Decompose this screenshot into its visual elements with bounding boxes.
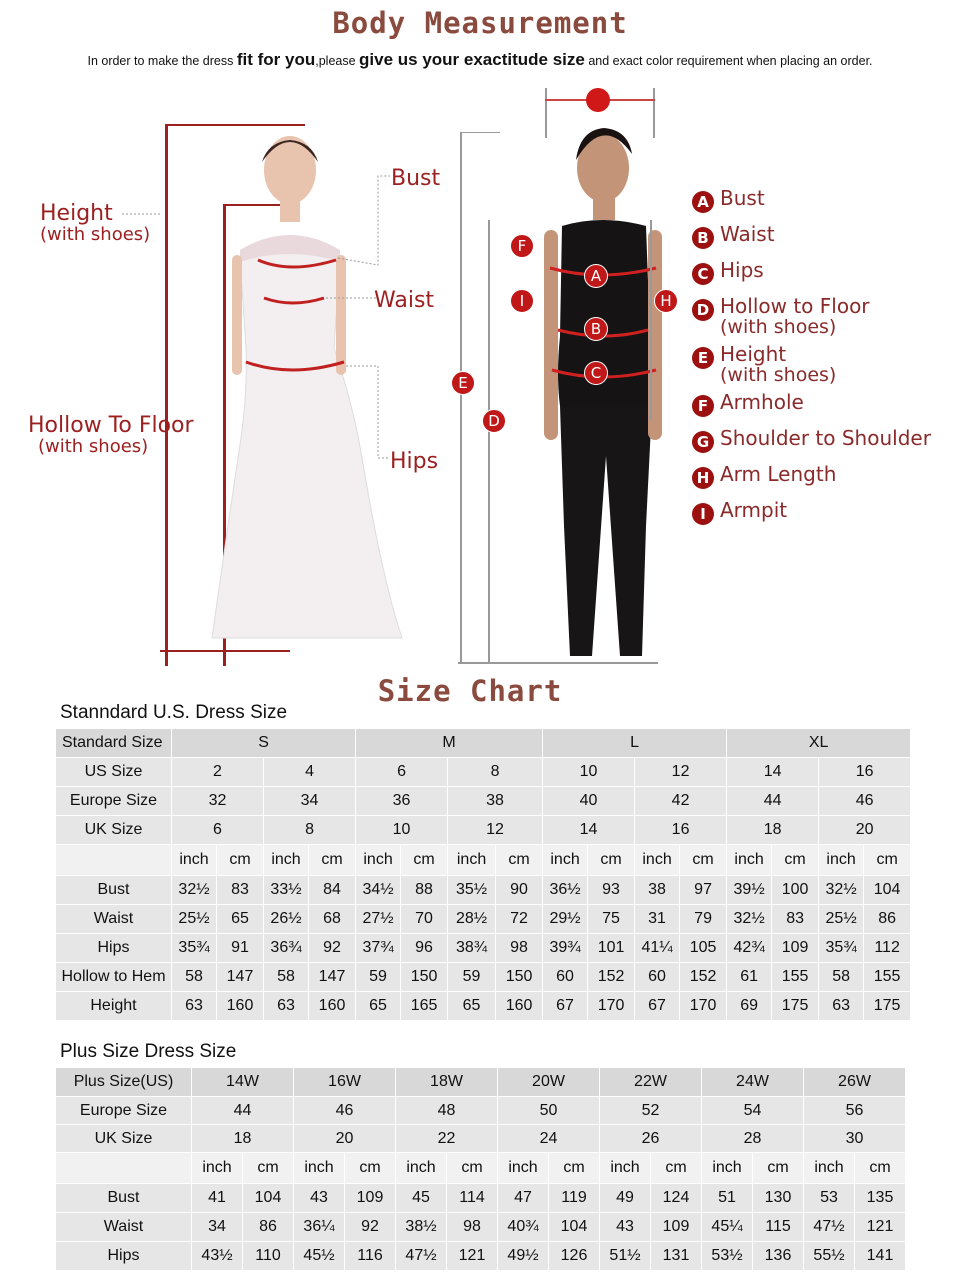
table-cell: 36 (356, 787, 448, 816)
table-cell: 91 (217, 934, 264, 963)
table-cell: 32½ (727, 905, 772, 934)
table-cell: 124 (651, 1184, 702, 1213)
table-cell: 67 (635, 992, 680, 1021)
table-cell: 12 (448, 816, 543, 845)
table-cell: 20 (294, 1125, 396, 1153)
unit-label: cm (401, 845, 448, 876)
legend-item: I Armpit (692, 500, 931, 536)
row-label: Bust (56, 876, 172, 905)
table-cell: 98 (447, 1213, 498, 1242)
table-cell: 10 (356, 816, 448, 845)
table-cell: 50 (498, 1097, 600, 1125)
table-cell: 49 (600, 1184, 651, 1213)
table-cell: 90 (496, 876, 543, 905)
table-cell: 83 (772, 905, 819, 934)
marker-b: B (584, 317, 608, 341)
table-cell: 60 (543, 963, 588, 992)
table-cell: 112 (864, 934, 911, 963)
table-cell: 86 (864, 905, 911, 934)
table-cell: 16 (635, 816, 727, 845)
legend-letter-icon: H (692, 467, 714, 489)
table-cell: 47½ (804, 1213, 855, 1242)
legend-item: E Height (with shoes) (692, 344, 931, 392)
table-cell: 49½ (498, 1242, 549, 1271)
row-label: Waist (56, 1213, 192, 1242)
table-cell: 31 (635, 905, 680, 934)
marker-d: D (482, 409, 506, 433)
table-cell: 36½ (543, 876, 588, 905)
table-cell: 165 (401, 992, 448, 1021)
table-cell: 175 (772, 992, 819, 1021)
table-cell: 101 (588, 934, 635, 963)
table-cell: 39¾ (543, 934, 588, 963)
table-row (56, 905, 911, 934)
unit-label: cm (753, 1153, 804, 1184)
table-cell: 83 (217, 876, 264, 905)
unit-label: inch (702, 1153, 753, 1184)
table-cell: 126 (549, 1242, 600, 1271)
legend-letter-icon: C (692, 263, 714, 285)
table-cell: 53 (804, 1184, 855, 1213)
size-group-header: 22W (600, 1068, 702, 1097)
table-cell: 30 (804, 1125, 906, 1153)
table-cell: 65 (356, 992, 401, 1021)
marker-a: A (584, 264, 608, 288)
size-group-header: 16W (294, 1068, 396, 1097)
legend-item: H Arm Length (692, 464, 931, 500)
legend-item: G Shoulder to Shoulder (692, 428, 931, 464)
table-cell: 96 (401, 934, 448, 963)
unit-label: inch (264, 845, 309, 876)
table-cell: 72 (496, 905, 543, 934)
table-cell: 160 (496, 992, 543, 1021)
table-cell: 36¼ (294, 1213, 345, 1242)
table-cell: 155 (864, 963, 911, 992)
table-cell: 29½ (543, 905, 588, 934)
table-cell: 63 (264, 992, 309, 1021)
table-cell: 42¾ (727, 934, 772, 963)
plus-size-table (55, 1067, 906, 1271)
row-label: Europe Size (56, 787, 172, 816)
unit-label: cm (447, 1153, 498, 1184)
table-cell: 121 (447, 1242, 498, 1271)
table-cell: 84 (309, 876, 356, 905)
table-cell: 75 (588, 905, 635, 934)
size-group-header: 18W (396, 1068, 498, 1097)
table-cell: 160 (309, 992, 356, 1021)
table-cell: 130 (753, 1184, 804, 1213)
table-cell: 105 (680, 934, 727, 963)
table-row (56, 729, 911, 758)
table-cell: 34 (192, 1213, 243, 1242)
hollow-to-floor-label: Hollow To Floor (with shoes) (28, 413, 194, 457)
table-cell: 27½ (356, 905, 401, 934)
legend-item: F Armhole (692, 392, 931, 428)
table-cell: 59 (448, 963, 496, 992)
page-title: Body Measurement (332, 6, 628, 40)
legend-letter-icon: G (692, 431, 714, 453)
table-row (56, 816, 911, 845)
table-cell: 32½ (172, 876, 217, 905)
table-row (56, 845, 911, 876)
table-cell: 26 (600, 1125, 702, 1153)
table-cell: 88 (401, 876, 448, 905)
table-cell: 43½ (192, 1242, 243, 1271)
table-cell: 93 (588, 876, 635, 905)
table-cell: 104 (243, 1184, 294, 1213)
table-cell: 70 (401, 905, 448, 934)
table-cell: 53½ (702, 1242, 753, 1271)
table-row (56, 1184, 906, 1213)
height-label: Height (with shoes) (40, 201, 151, 245)
table-cell: 18 (727, 816, 819, 845)
table-cell: 104 (549, 1213, 600, 1242)
table-row (56, 1125, 906, 1153)
table-cell: 10 (543, 758, 635, 787)
table-cell: 160 (217, 992, 264, 1021)
unit-label: inch (727, 845, 772, 876)
unit-label: cm (680, 845, 727, 876)
unit-label: cm (855, 1153, 906, 1184)
table-cell: 61 (727, 963, 772, 992)
size-group-header: 24W (702, 1068, 804, 1097)
unit-label: inch (448, 845, 496, 876)
table-cell: 26½ (264, 905, 309, 934)
row-label: Europe Size (56, 1097, 192, 1125)
legend-item: D Hollow to Floor (with shoes) (692, 296, 931, 344)
table-cell: 38½ (396, 1213, 447, 1242)
size-group-header: 20W (498, 1068, 600, 1097)
waist-label: Waist (374, 288, 435, 313)
table-cell: 58 (172, 963, 217, 992)
table-cell: 68 (309, 905, 356, 934)
table-cell: 136 (753, 1242, 804, 1271)
table-cell: 51½ (600, 1242, 651, 1271)
table-cell: 69 (727, 992, 772, 1021)
table-cell: 119 (549, 1184, 600, 1213)
unit-label: cm (588, 845, 635, 876)
table-cell: 35½ (448, 876, 496, 905)
plus-table-caption: Plus Size Dress Size (60, 1041, 237, 1062)
table-cell: 8 (448, 758, 543, 787)
table-row (56, 1153, 906, 1184)
table-cell: 35¾ (172, 934, 217, 963)
table-cell: 51 (702, 1184, 753, 1213)
unit-label: inch (635, 845, 680, 876)
size-group-header: XL (727, 729, 911, 758)
instruction-text: In order to make the dress fit for you,please give us your exactitude size and exact color requirement when placing an order. (87, 50, 873, 69)
table-cell: 18 (192, 1125, 294, 1153)
table-cell: 37¾ (356, 934, 401, 963)
unit-label: inch (356, 845, 401, 876)
table-cell: 109 (651, 1213, 702, 1242)
table-cell: 109 (772, 934, 819, 963)
legend-letter-icon: I (692, 503, 714, 525)
table-cell: 58 (819, 963, 864, 992)
table-cell: 39½ (727, 876, 772, 905)
unit-label: inch (172, 845, 217, 876)
table-cell: 98 (496, 934, 543, 963)
standard-size-table (55, 728, 911, 1021)
table-cell: 141 (855, 1242, 906, 1271)
table-row (56, 787, 911, 816)
table-cell: 41¼ (635, 934, 680, 963)
header-cell: Plus Size(US) (56, 1068, 192, 1097)
legend-letter-icon: A (692, 191, 714, 213)
marker-f: F (510, 234, 534, 258)
table-cell: 147 (309, 963, 356, 992)
table-cell: 25½ (819, 905, 864, 934)
table-cell: 33½ (264, 876, 309, 905)
table-cell: 60 (635, 963, 680, 992)
table-cell: 150 (401, 963, 448, 992)
size-group-header: M (356, 729, 543, 758)
gown-model-illustration (0, 110, 460, 670)
table-cell: 41 (192, 1184, 243, 1213)
table-cell: 52 (600, 1097, 702, 1125)
table-cell: 24 (498, 1125, 600, 1153)
size-chart-title: Size Chart (377, 674, 563, 708)
table-row (56, 758, 911, 787)
table-cell: 55½ (804, 1242, 855, 1271)
unit-label: inch (819, 845, 864, 876)
bust-label: Bust (391, 166, 441, 191)
table-cell: 63 (172, 992, 217, 1021)
table-cell: 22 (396, 1125, 498, 1153)
table-cell: 6 (356, 758, 448, 787)
table-cell: 152 (680, 963, 727, 992)
unit-label: cm (549, 1153, 600, 1184)
table-row (56, 992, 911, 1021)
unit-label: cm (496, 845, 543, 876)
row-label: Bust (56, 1184, 192, 1213)
table-cell: 35¾ (819, 934, 864, 963)
legend-item: C Hips (692, 260, 931, 296)
table-cell: 44 (727, 787, 819, 816)
table-cell: 63 (819, 992, 864, 1021)
table-cell: 42 (635, 787, 727, 816)
table-cell: 6 (172, 816, 264, 845)
unit-label: cm (345, 1153, 396, 1184)
table-cell: 34½ (356, 876, 401, 905)
table-cell: 38 (448, 787, 543, 816)
row-label (56, 845, 172, 876)
table-cell: 32 (172, 787, 264, 816)
legend-letter-icon: E (692, 347, 714, 369)
legend-letter-icon: F (692, 395, 714, 417)
marker-i: I (510, 289, 534, 313)
marker-e: E (451, 371, 475, 395)
table-cell: 67 (543, 992, 588, 1021)
table-row (56, 934, 911, 963)
size-group-header: S (172, 729, 356, 758)
hips-label: Hips (390, 449, 439, 474)
table-cell: 65 (217, 905, 264, 934)
table-cell: 131 (651, 1242, 702, 1271)
standard-table-caption: Stanndard U.S. Dress Size (60, 702, 288, 723)
row-label: UK Size (56, 1125, 192, 1153)
table-cell: 152 (588, 963, 635, 992)
table-cell: 86 (243, 1213, 294, 1242)
table-cell: 12 (635, 758, 727, 787)
table-cell: 116 (345, 1242, 396, 1271)
legend-letter-icon: B (692, 227, 714, 249)
size-group-header: L (543, 729, 727, 758)
table-cell: 45¼ (702, 1213, 753, 1242)
table-cell: 92 (345, 1213, 396, 1242)
row-label (56, 1153, 192, 1184)
row-label: US Size (56, 758, 172, 787)
table-cell: 47½ (396, 1242, 447, 1271)
marker-h: H (654, 289, 678, 313)
table-row (56, 1242, 906, 1271)
table-cell: 2 (172, 758, 264, 787)
table-cell: 110 (243, 1242, 294, 1271)
table-cell: 121 (855, 1213, 906, 1242)
row-label: UK Size (56, 816, 172, 845)
table-cell: 28½ (448, 905, 496, 934)
size-group-header: 26W (804, 1068, 906, 1097)
unit-label: cm (243, 1153, 294, 1184)
unit-label: cm (864, 845, 911, 876)
table-cell: 54 (702, 1097, 804, 1125)
table-cell: 104 (864, 876, 911, 905)
table-cell: 135 (855, 1184, 906, 1213)
row-label: Waist (56, 905, 172, 934)
table-cell: 65 (448, 992, 496, 1021)
legend-item: B Waist (692, 224, 931, 260)
table-cell: 59 (356, 963, 401, 992)
unit-label: inch (543, 845, 588, 876)
table-cell: 14 (727, 758, 819, 787)
table-cell: 170 (588, 992, 635, 1021)
unit-label: cm (651, 1153, 702, 1184)
table-cell: 155 (772, 963, 819, 992)
table-cell: 46 (294, 1097, 396, 1125)
table-cell: 8 (264, 816, 356, 845)
table-cell: 40¾ (498, 1213, 549, 1242)
row-label: Hips (56, 1242, 192, 1271)
unit-label: cm (217, 845, 264, 876)
table-cell: 14 (543, 816, 635, 845)
table-cell: 170 (680, 992, 727, 1021)
measurement-legend (692, 188, 931, 536)
unit-label: inch (294, 1153, 345, 1184)
table-cell: 43 (600, 1213, 651, 1242)
table-cell: 16 (819, 758, 911, 787)
table-row (56, 1213, 906, 1242)
table-cell: 48 (396, 1097, 498, 1125)
row-label: Hips (56, 934, 172, 963)
table-cell: 46 (819, 787, 911, 816)
table-cell: 20 (819, 816, 911, 845)
table-cell: 4 (264, 758, 356, 787)
unit-label: cm (772, 845, 819, 876)
body-model-illustration (440, 80, 690, 670)
table-cell: 100 (772, 876, 819, 905)
table-cell: 38 (635, 876, 680, 905)
table-cell: 147 (217, 963, 264, 992)
table-cell: 150 (496, 963, 543, 992)
marker-c: C (584, 361, 608, 385)
table-cell: 25½ (172, 905, 217, 934)
table-cell: 58 (264, 963, 309, 992)
unit-label: inch (804, 1153, 855, 1184)
row-label: Height (56, 992, 172, 1021)
row-label: Hollow to Hem (56, 963, 172, 992)
table-row (56, 1097, 906, 1125)
unit-label: inch (192, 1153, 243, 1184)
table-row (56, 1068, 906, 1097)
table-cell: 40 (543, 787, 635, 816)
legend-letter-icon: D (692, 299, 714, 321)
table-cell: 45½ (294, 1242, 345, 1271)
table-cell: 115 (753, 1213, 804, 1242)
legend-item: A Bust (692, 188, 931, 224)
unit-label: inch (396, 1153, 447, 1184)
table-cell: 79 (680, 905, 727, 934)
unit-label: inch (600, 1153, 651, 1184)
table-cell: 43 (294, 1184, 345, 1213)
size-group-header: 14W (192, 1068, 294, 1097)
table-cell: 97 (680, 876, 727, 905)
table-cell: 32½ (819, 876, 864, 905)
table-cell: 109 (345, 1184, 396, 1213)
unit-label: cm (309, 845, 356, 876)
unit-label: inch (498, 1153, 549, 1184)
table-cell: 44 (192, 1097, 294, 1125)
table-cell: 38¾ (448, 934, 496, 963)
table-cell: 34 (264, 787, 356, 816)
table-cell: 92 (309, 934, 356, 963)
table-cell: 36¾ (264, 934, 309, 963)
table-cell: 45 (396, 1184, 447, 1213)
table-cell: 28 (702, 1125, 804, 1153)
table-cell: 56 (804, 1097, 906, 1125)
table-cell: 175 (864, 992, 911, 1021)
table-cell: 47 (498, 1184, 549, 1213)
table-cell: 114 (447, 1184, 498, 1213)
table-row (56, 876, 911, 905)
table-row (56, 963, 911, 992)
header-cell: Standard Size (56, 729, 172, 758)
